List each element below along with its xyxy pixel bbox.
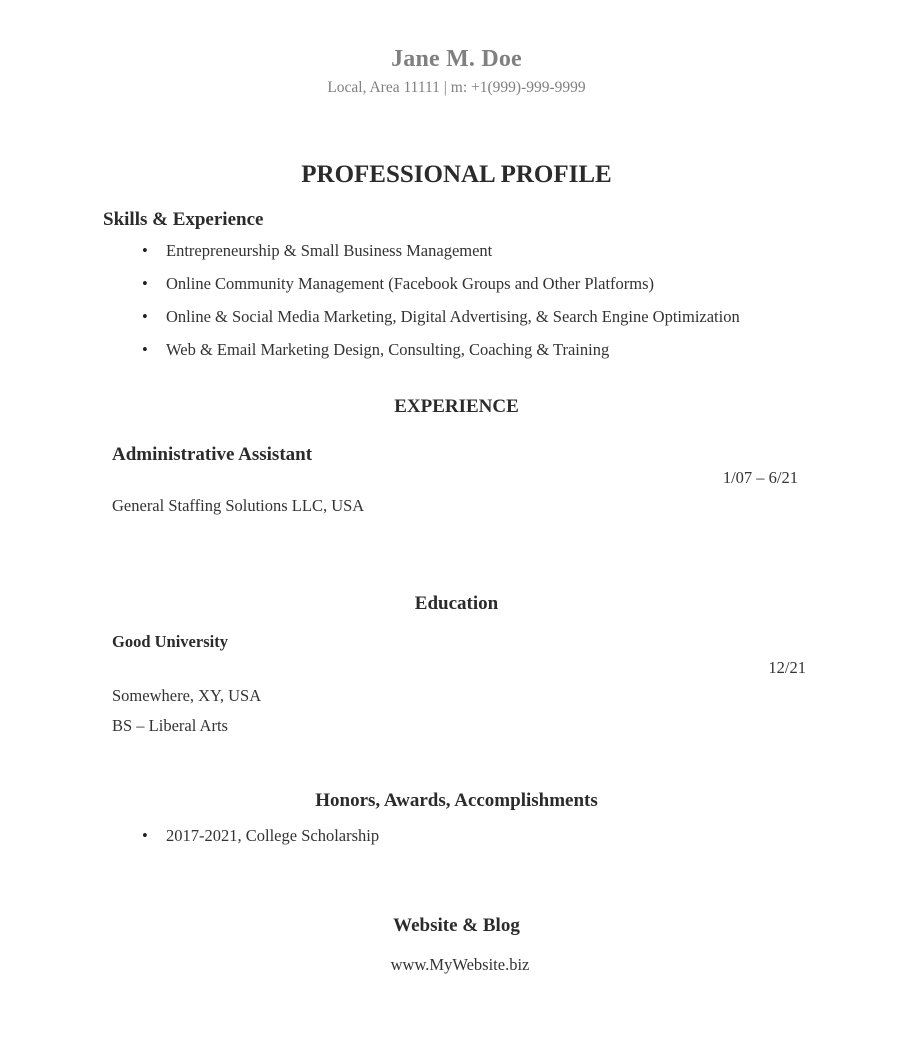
skill-text: Web & Email Marketing Design, Consulting, Coaching & Training — [166, 340, 610, 360]
bullet-icon: • — [142, 340, 148, 360]
list-item — [142, 826, 842, 847]
bullet-icon: • — [142, 274, 148, 294]
school-location: Somewhere, XY, USA — [112, 686, 262, 705]
contact-info: Local, Area 11111 | m: +1(999)-999-9999 — [327, 78, 586, 96]
honors-list — [142, 826, 842, 847]
section-honors — [0, 790, 913, 813]
skill-text: Online & Social Media Marketing, Digital Advertising, & Search Engine Optimization — [166, 307, 740, 327]
website-url-wrap — [0, 955, 913, 976]
website-heading: Website & Blog — [393, 915, 520, 936]
education-date-wrap — [0, 658, 806, 678]
job-dates: 1/07 – 6/21 — [722, 468, 798, 487]
education-degree-wrap — [112, 716, 228, 737]
skill-text: Online Community Management (Facebook Groups and Other Platforms) — [166, 274, 655, 294]
section-education — [0, 593, 913, 616]
employer-name: General Staffing Solutions LLC, USA — [112, 496, 365, 515]
section-website — [0, 915, 913, 938]
skills-experience-subheading: Skills & Experience — [103, 209, 264, 230]
education-heading: Education — [414, 593, 499, 614]
bullet-icon: • — [142, 241, 148, 260]
list-item — [142, 241, 842, 262]
experience-entry-date-wrap — [0, 468, 798, 488]
section-experience — [0, 396, 913, 419]
experience-entry-title-wrap — [112, 444, 312, 467]
website-url[interactable]: www.MyWebsite.biz — [390, 955, 530, 974]
honors-heading: Honors, Awards, Accomplishments — [315, 790, 598, 811]
professional-profile-heading: PROFESSIONAL PROFILE — [301, 161, 612, 188]
degree-name: BS – Liberal Arts — [112, 716, 228, 735]
list-item — [142, 340, 842, 361]
bullet-icon: • — [142, 307, 148, 327]
education-location-wrap — [112, 686, 261, 707]
experience-heading: EXPERIENCE — [394, 396, 519, 417]
list-item — [142, 274, 842, 295]
graduation-date: 12/21 — [768, 658, 806, 677]
skill-text: Entrepreneurship & Small Business Management — [166, 241, 493, 260]
honor-text: 2017-2021, College Scholarship — [166, 826, 380, 845]
skills-list — [142, 241, 842, 361]
document-header — [0, 0, 913, 97]
section-professional-profile — [0, 160, 913, 190]
experience-employer-wrap — [112, 496, 364, 517]
candidate-name: Jane M. Doe — [391, 46, 522, 72]
bullet-icon: • — [142, 826, 148, 845]
education-school-wrap — [112, 632, 228, 652]
list-item — [142, 307, 842, 328]
job-title: Administrative Assistant — [112, 444, 313, 465]
skills-subheading-wrap — [103, 209, 263, 232]
school-name: Good University — [112, 632, 228, 651]
